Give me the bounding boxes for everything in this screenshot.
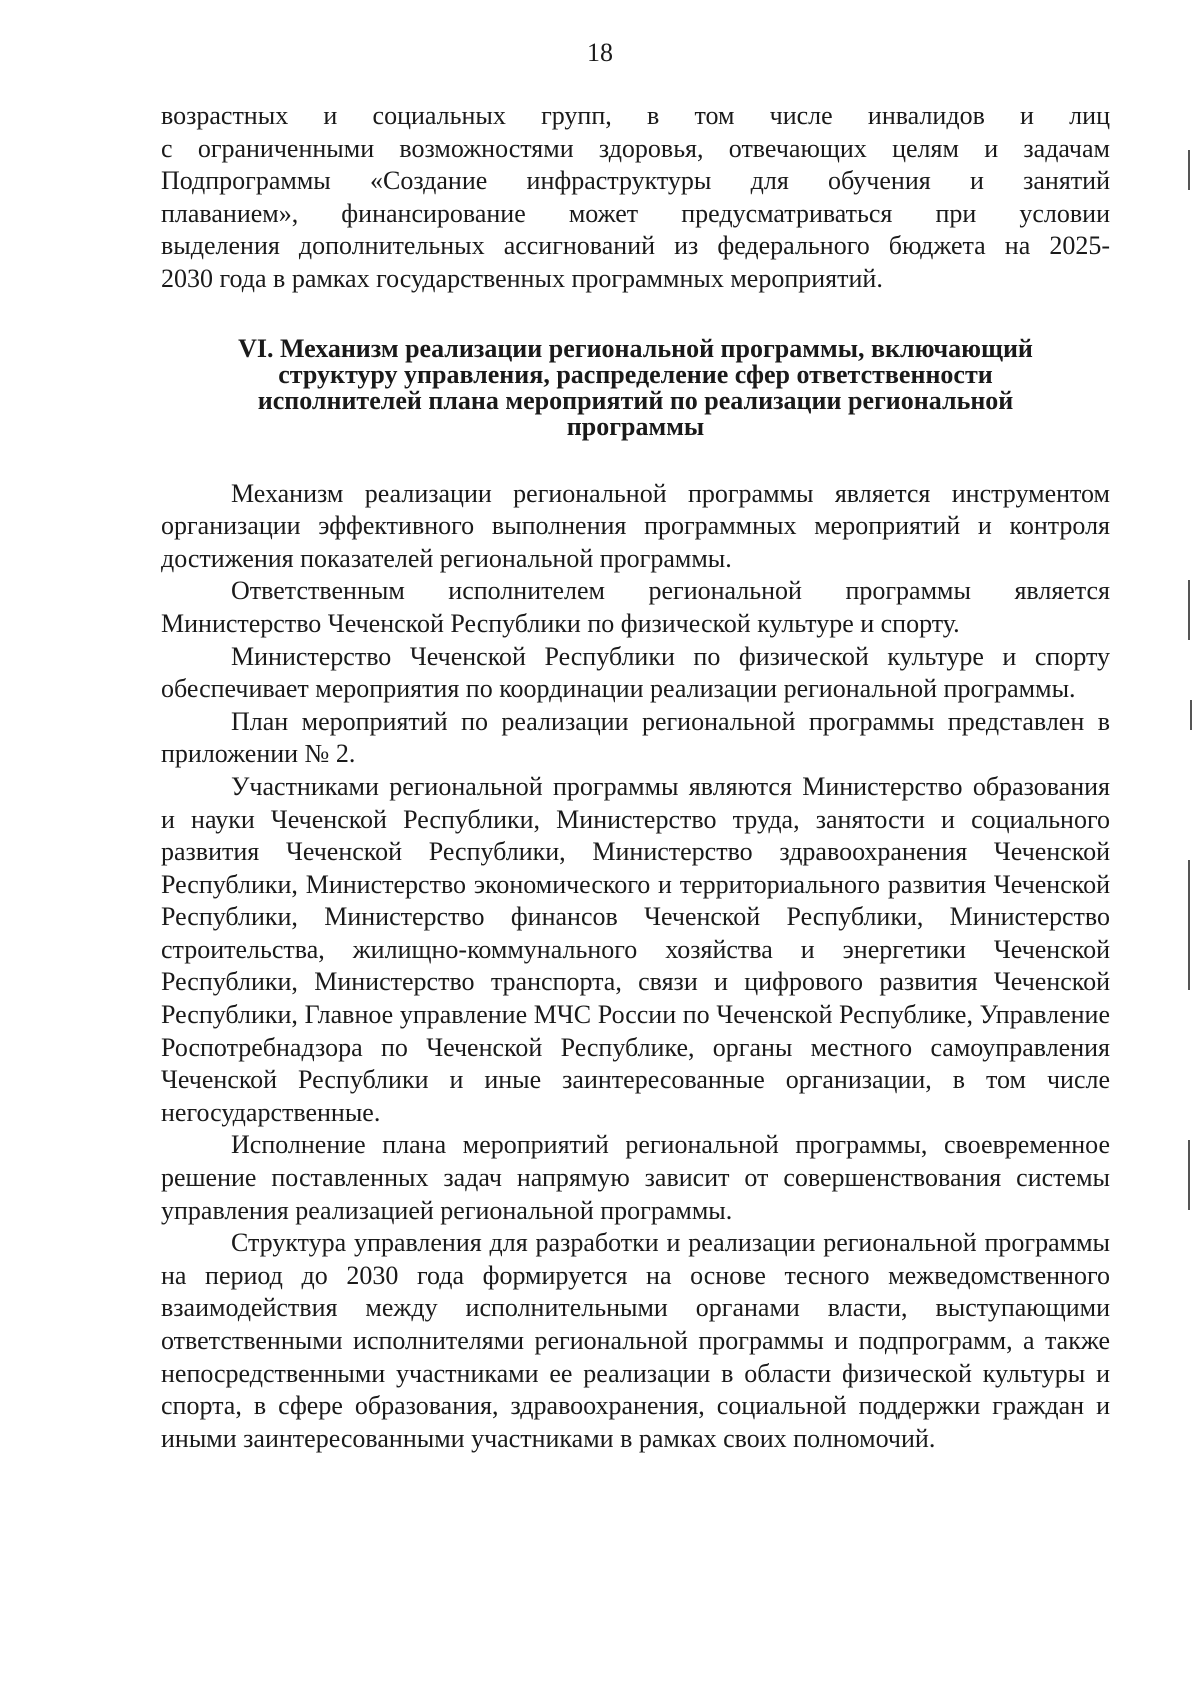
heading-line: программы	[566, 411, 705, 441]
text-line: 2030 года в рамках государственных программных мероприятий.	[161, 263, 883, 293]
scan-artifact	[1188, 580, 1190, 640]
scan-artifact	[1188, 1140, 1190, 1210]
text-line: с ограниченными возможностями здоровья, отвечающих целям и задачам	[161, 133, 1110, 163]
page-number: 18	[587, 38, 613, 67]
paragraph: Структура управления для разработки и реализации региональной программы на период до 2030 года формируется на основе тесного межведомственного взаимодействия между исполнительными органами власти, выступающими ответственными исполнителями региональной программы и подпрограмм, а также непосредственными участниками ее реализации в области физической культуры и спорта, в сфере образования, здравоохранения, социальной поддержки граждан и иными заинтересованными участниками в рамках своих полномочий.	[161, 1228, 1110, 1453]
text-line: возрастных и социальных групп, в том числе инвалидов и лиц	[161, 101, 1110, 130]
text-line: выделения дополнительных ассигнований из федерального бюджета на 2025-	[161, 231, 1110, 261]
heading-line: исполнителей плана мероприятий по реализации региональной	[257, 385, 1014, 415]
text-line: Подпрограммы «Создание инфраструктуры для обучения и занятий	[161, 166, 1110, 196]
paragraph: Участниками региональной программы являются Министерство образования и науки Чеченской Республики, Министерство труда, занятости и социального развития Чеченской Республики, Министерство здравоохранения Чеченской Республики, Министерство экономического и территориального развития Чеченской Республики, Министерство финансов Чеченской Республики, Министерство строительства, жилищно-коммунального хозяйства и энергетики Чеченской Республики, Министерство транспорта, связи и цифрового развития Чеченской Республики, Главное управление МЧС России по Чеченской Республике, Управление Роспотребнадзора по Чеченской Республике, органы местного самоуправления Чеченской Республики и иные заинтересованные организации, в том числе негосударственные.	[161, 771, 1110, 1127]
continued-paragraph	[161, 100, 1110, 296]
document-body	[161, 100, 1110, 1455]
paragraph: План мероприятий по реализации региональной программы представлен в приложении № 2.	[161, 706, 1110, 769]
scan-artifact	[1188, 150, 1190, 190]
scan-artifact	[1188, 860, 1190, 990]
text-line: плаванием», финансирование может предусматриваться при условии	[161, 198, 1110, 228]
paragraph: Механизм реализации региональной программы является инструментом организации эффективного выполнения программных мероприятий и контроля достижения показателей региональной программы.	[161, 478, 1110, 573]
heading-line: VI. Механизм реализации региональной программы, включающий	[238, 333, 1033, 363]
scan-artifact	[1190, 700, 1192, 730]
heading-line: структуру управления, распределение сфер ответственности	[278, 359, 993, 389]
paragraph: Исполнение плана мероприятий региональной программы, своевременное решение поставленных задач напрямую зависит от совершенствования системы управления реализацией региональной программы.	[161, 1130, 1110, 1225]
paragraph: Министерство Чеченской Республики по физической культуре и спорту обеспечивает мероприятия по координации реализации региональной программы.	[161, 641, 1110, 704]
paragraph: Ответственным исполнителем региональной программы является Министерство Чеченской Республики по физической культуре и спорту.	[161, 576, 1110, 638]
section-heading	[161, 333, 1110, 441]
section-body	[161, 478, 1110, 1456]
